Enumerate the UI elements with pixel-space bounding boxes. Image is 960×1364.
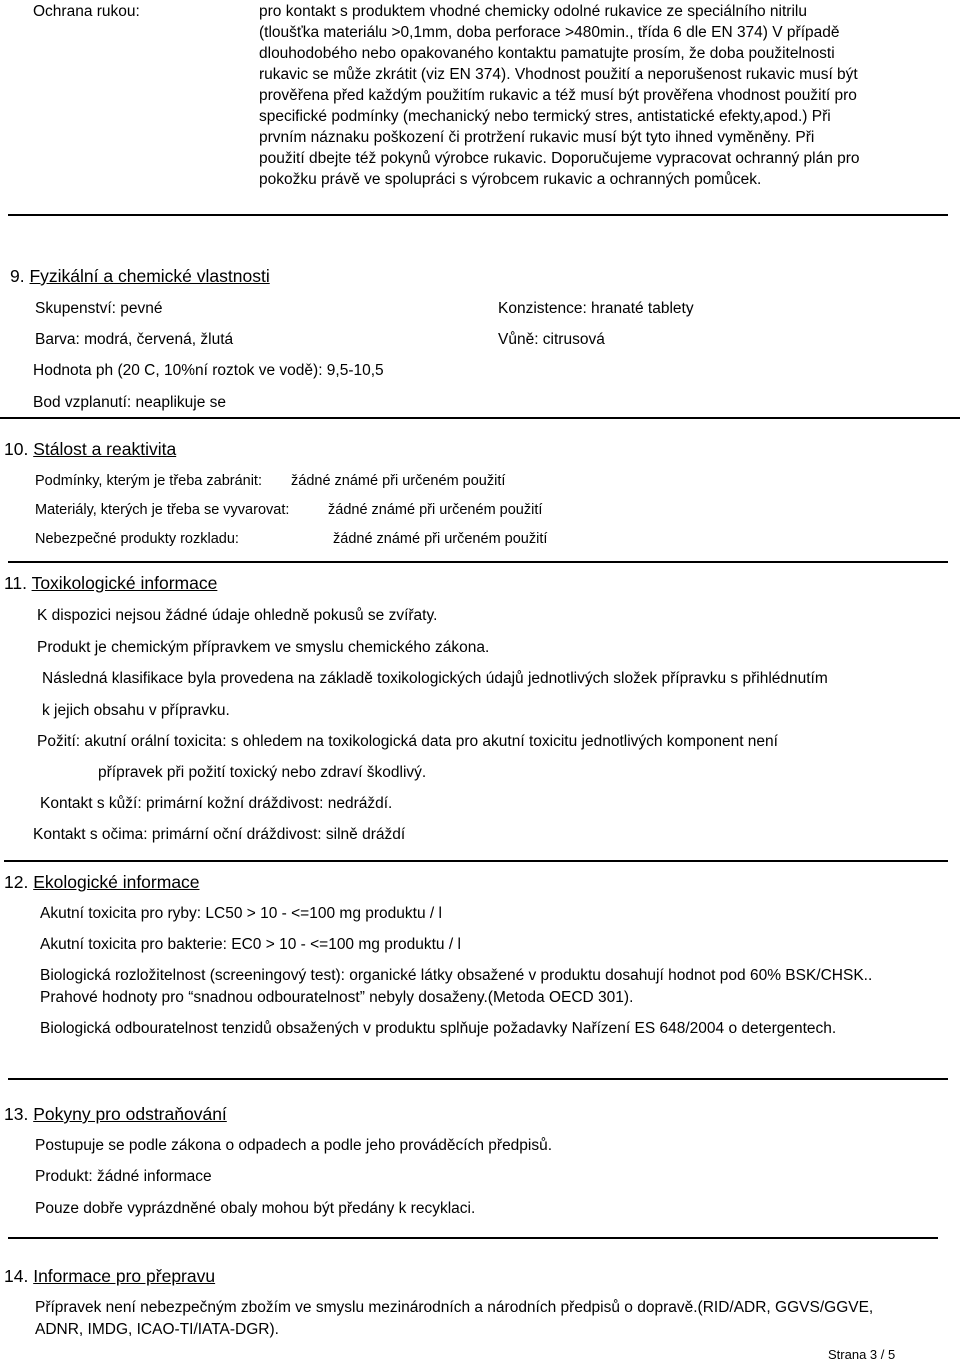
section-9-heading: [10, 265, 270, 287]
bacteria-toxicity-text: Akutní toxicita pro bakterie: EC0 > 10 - <=100 mg produktu / l: [40, 936, 461, 953]
section-number: 14.: [4, 1266, 29, 1286]
glove-protection-line: specifické podmínky (mechanický nebo termický stres, antistatické efekty,apod.) Při: [259, 108, 831, 125]
materials-value: žádné známé při určeném použití: [328, 502, 543, 518]
section-title: Informace pro přepravu: [33, 1266, 216, 1286]
section-title: Stálost a reaktivita: [33, 439, 177, 459]
disposal-line-3: Pouze dobře vyprázdněné obaly mohou být předány k recyklaci.: [35, 1200, 476, 1217]
section-14-heading: [4, 1265, 215, 1287]
flash-point-text: Bod vzplanutí: neaplikuje se: [33, 394, 227, 411]
section-number: 10.: [4, 439, 29, 459]
tox-line-6: přípravek při požití toxický nebo zdraví škodlivý.: [98, 764, 427, 781]
decomposition-value: žádné známé při určeném použití: [333, 531, 548, 547]
glove-protection-line: (tloušťka materiálu >0,1mm, doba perforace >480min., třída 6 dle EN 374) V případě: [259, 24, 840, 41]
section-number: 13.: [4, 1104, 29, 1124]
disposal-line-1: Postupuje se podle zákona o odpadech a podle jeho prováděcích předpisů.: [35, 1137, 553, 1154]
section-divider: [8, 561, 948, 563]
tox-line-3: Následná klasifikace byla provedena na základě toxikologických údajů jednotlivých složek přípravku s přihlédnutím: [42, 670, 828, 687]
section-divider: [4, 860, 948, 862]
ph-text: Hodnota ph (20 C, 10%ní roztok ve vodě): 9,5-10,5: [33, 362, 384, 379]
section-title: Fyzikální a chemické vlastnosti: [29, 266, 270, 286]
conditions-label: Podmínky, kterým je třeba zabránit:: [35, 473, 262, 489]
section-number: 12.: [4, 872, 29, 892]
tox-line-5: Požití: akutní orální toxicita: s ohledem na toxikologická data pro akutní toxicitu jednotlivých komponent není: [37, 733, 778, 750]
section-divider: [8, 214, 948, 216]
section-number: 9.: [10, 266, 25, 286]
decomposition-label: Nebezpečné produkty rozkladu:: [35, 531, 239, 547]
glove-protection-line: rukavic se může zkrátit (viz EN 374). Vhodnost použití a neporušenost rukavic musí být: [259, 66, 858, 83]
surfactant-degradability-text: Biologická odbouratelnost tenzidů obsažených v produktu splňuje požadavky Nařízení ES 648/2004 o detergentech.: [40, 1020, 837, 1037]
color-text: Barva: modrá, červená, žlutá: [35, 331, 234, 348]
tox-line-2: Produkt je chemickým přípravkem ve smyslu chemického zákona.: [37, 639, 490, 656]
section-12-heading: [4, 871, 200, 893]
glove-protection-line: pro kontakt s produktem vhodné chemicky odolné rukavice ze speciálního nitrilu: [259, 3, 807, 20]
section-13-heading: [4, 1103, 227, 1125]
page-number: Strana 3 / 5: [828, 1347, 896, 1362]
tox-line-7: Kontakt s kůží: primární kožní dráždivost: nedráždí.: [40, 795, 393, 812]
section-title: Ekologické informace: [33, 872, 200, 892]
tox-line-8: Kontakt s očima: primární oční dráždivost: silně dráždí: [33, 826, 406, 843]
tox-line-1: K dispozici nejsou žádné údaje ohledně pokusů se zvířaty.: [37, 607, 438, 624]
biodegradability-text: Biologická rozložitelnost (screeningový test): organické látky obsažené v produktu dosahují hodnot pod 60% BSK/CHSK.. Prahové hodnoty pro “snadnou odbouratelnost” nebyly dosaženy.(Metoda OECD 301).: [40, 967, 873, 1006]
odor-text: Vůně: citrusová: [498, 331, 605, 348]
section-title: Toxikologické informace: [31, 573, 218, 593]
transport-text: Přípravek není nebezpečným zbožím ve smyslu mezinárodních a národních předpisů o dopravě.(RID/ADR, GGVS/GGVE, ADNR, IMDG, ICAO-TI/IATA-DGR).: [35, 1299, 874, 1338]
section-divider: [0, 417, 960, 419]
section-number: 11.: [4, 573, 28, 593]
glove-protection-line: použití dbejte též pokynů výrobce rukavic. Doporučujeme vypracovat ochranný plán pro: [259, 150, 860, 167]
glove-protection-line: dlouhodobého nebo opakovaného kontaktu pamatujte prosím, že doba použitelnosti: [259, 45, 835, 62]
glove-protection-label: Ochrana rukou:: [33, 3, 140, 20]
section-title: Pokyny pro odstraňování: [33, 1104, 227, 1124]
section-divider: [8, 1078, 948, 1080]
glove-protection-line: prověřena před každým použitím rukavic a též musí být prověřena vhodnost použití pro: [259, 87, 857, 104]
section-10-heading: [4, 438, 176, 460]
tox-line-4: k jejich obsahu v přípravku.: [42, 702, 230, 719]
section-divider: [8, 1237, 938, 1239]
materials-label: Materiály, kterých je třeba se vyvarovat:: [35, 502, 290, 518]
glove-protection-line: prvním náznaku poškození či protržení rukavic musí být tyto ihned vyměněny. Při: [259, 129, 815, 146]
consistency-text: Konzistence: hranaté tablety: [498, 300, 694, 317]
state-text: Skupenství: pevné: [35, 300, 163, 317]
section-11-heading: [4, 572, 217, 594]
disposal-line-2: Produkt: žádné informace: [35, 1168, 212, 1185]
fish-toxicity-text: Akutní toxicita pro ryby: LC50 > 10 - <=100 mg produktu / l: [40, 905, 442, 922]
conditions-value: žádné známé při určeném použití: [291, 473, 506, 489]
glove-protection-line: pokožku právě ve spolupráci s výrobcem rukavic a ochranných pomůcek.: [259, 171, 762, 188]
